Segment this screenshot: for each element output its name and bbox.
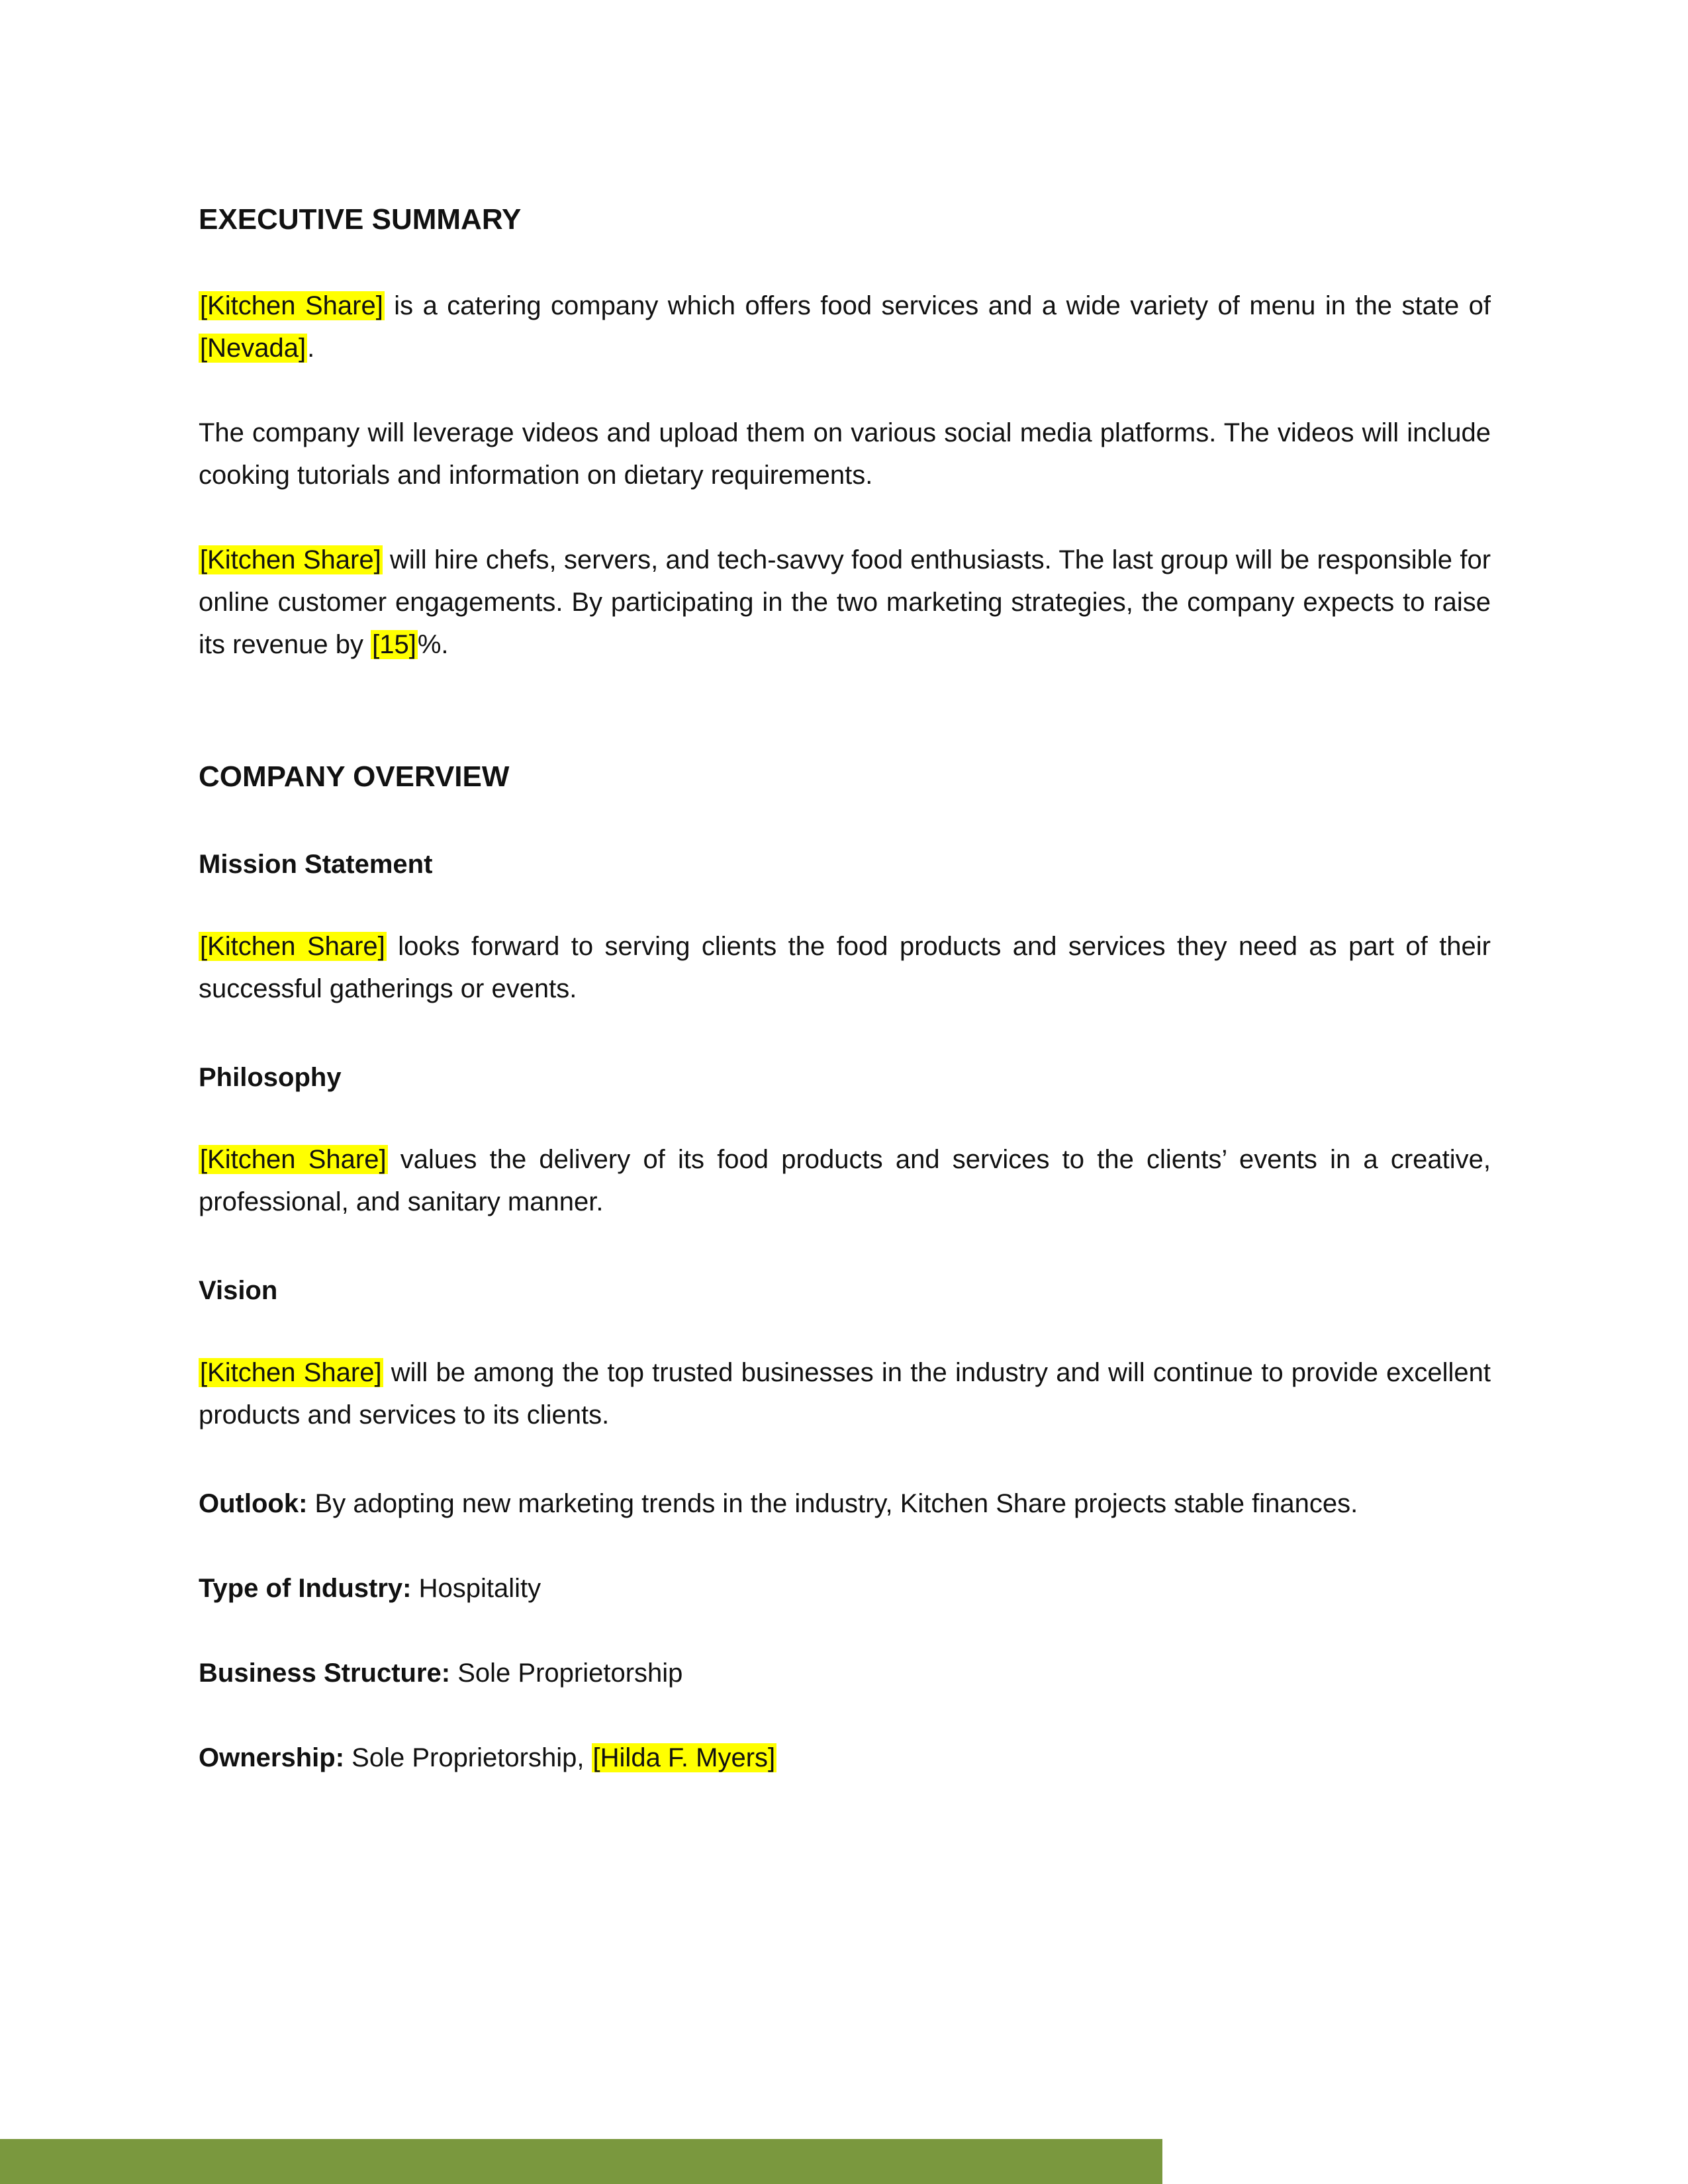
paragraph-text: will be among the top trusted businesses in the industry and will continue to provide excellent products and services to its clients. (199, 1358, 1491, 1430)
executive-summary-paragraph-2: The company will leverage videos and upload them on various social media platforms. The videos will include cooking tutorials and information on dietary requirements. (199, 418, 1491, 490)
paragraph-text: is a catering company which offers food services and a wide variety of menu in the state of (384, 291, 1491, 320)
ownership-line (199, 1737, 1491, 1779)
owner-name-placeholder: [Hilda F. Myers] (592, 1743, 776, 1772)
industry-line (199, 1567, 1491, 1610)
mission-statement-heading: Mission Statement (199, 850, 433, 879)
vision-heading: Vision (199, 1276, 278, 1305)
business-structure-line (199, 1652, 1491, 1694)
footer-accent-bar (0, 2139, 1162, 2184)
ownership-label: Ownership: (199, 1743, 345, 1772)
paragraph-text: %. (417, 630, 449, 659)
company-name-placeholder: [Kitchen Share] (200, 932, 385, 961)
paragraph-text: will hire chefs, servers, and tech-savvy food enthusiasts. The last group will be responsible for online customer engagements. By participating in the two marketing strategies, the company expects to raise its revenue by (199, 545, 1491, 659)
executive-summary-heading: EXECUTIVE SUMMARY (199, 203, 522, 236)
industry-label: Type of Industry: (199, 1574, 412, 1603)
outlook-value: By adopting new marketing trends in the industry, Kitchen Share projects stable finances. (307, 1489, 1358, 1518)
executive-summary-paragraph-3 (199, 539, 1491, 666)
industry-value: Hospitality (411, 1574, 541, 1603)
company-name-placeholder: [Kitchen Share] (200, 545, 381, 574)
company-overview-heading: COMPANY OVERVIEW (199, 760, 510, 793)
paragraph-text: values the delivery of its food products and services to the clients’ events in a creative, professional, and sanitary manner. (199, 1145, 1491, 1216)
company-name-placeholder: [Kitchen Share] (200, 291, 383, 320)
business-structure-value: Sole Proprietorship (450, 1659, 683, 1688)
paragraph-text: . (307, 334, 315, 363)
company-name-placeholder: [Kitchen Share] (200, 1358, 382, 1387)
vision-paragraph (199, 1351, 1491, 1436)
ownership-value: Sole Proprietorship, (344, 1743, 592, 1772)
outlook-line (199, 1482, 1491, 1525)
percent-placeholder: [15] (372, 630, 416, 659)
philosophy-paragraph (199, 1138, 1491, 1223)
state-placeholder: [Nevada] (200, 334, 306, 363)
mission-statement-paragraph (199, 925, 1491, 1010)
company-name-placeholder: [Kitchen Share] (200, 1145, 387, 1174)
executive-summary-paragraph-1 (199, 285, 1491, 369)
paragraph-text: looks forward to serving clients the food products and services they need as part of their successful gatherings or events. (199, 932, 1491, 1003)
outlook-label: Outlook: (199, 1489, 308, 1518)
philosophy-heading: Philosophy (199, 1063, 342, 1092)
business-structure-label: Business Structure: (199, 1659, 451, 1688)
